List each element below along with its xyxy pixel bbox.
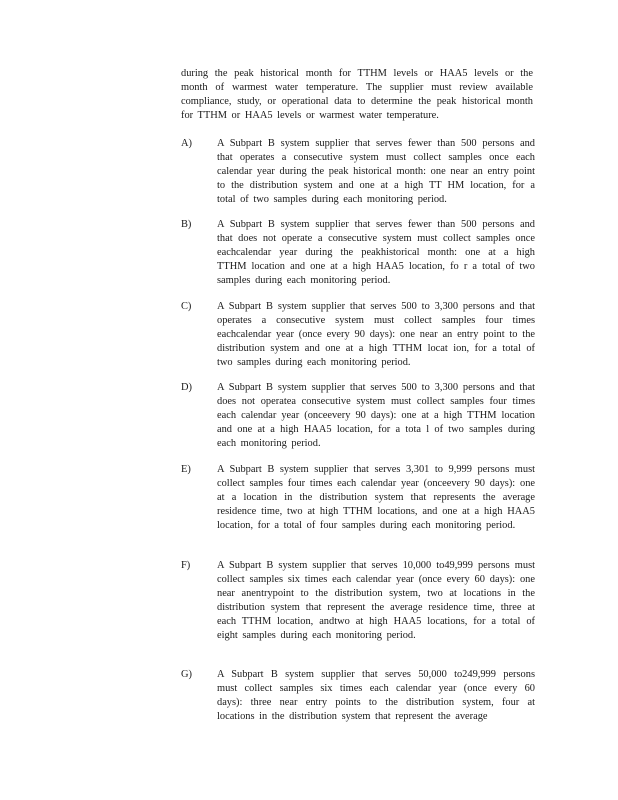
item-text: A Subpart B system supplier that serves 50,000 to249,999 persons must collect samples six times each calendar year (once every 60 days): three near entry points to the distribution system, four at locations in the distribution system that represent the average — [217, 669, 535, 722]
item-label: B) — [181, 219, 192, 230]
item-label: C) — [181, 301, 192, 312]
item-label: A) — [181, 138, 192, 149]
item-text: A Subpart B system supplier that serves 3,301 to 9,999 persons must collect samples four times each calendar year (onceevery 90 days): one at a location in the distribution system that represents the average residence time, two at high TTHM locations, and one at a high HAA5 location, for a total of four samples during each monitoring period. — [217, 464, 535, 531]
item-text: A Subpart B system supplier that serves fewer than 500 persons and that does not operate a consecutive system must collect samples once eachcalendar year during the peakhistorical month: one at a high TTHM location and one at a high HAA5 location, fo r a total of two samples during each monitoring period. — [217, 219, 535, 286]
item-text: A Subpart B system supplier that serves 10,000 to49,999 persons must collect samples six times each calendar year (once every 60 days): one near anentrypoint to the distribution system, two at locations in the distribution system that represent the average residence time, three at each TTHM location, andtwo at high HAA5 locations, for a total of eight samples during each monitoring period. — [217, 560, 535, 641]
intro-paragraph: during the peak historical month for TTHM levels or HAA5 levels or the month of warmest water temperature. The supplier must review available compliance, study, or operational data to determine the peak historical month for TTHM or HAA5 levels or warmest water temperature. — [181, 68, 533, 121]
item-label: D) — [181, 382, 192, 393]
item-text: A Subpart B system supplier that serves 500 to 3,300 persons and that operates a consecutive system must collect samples four times eachcalendar year (once every 90 days): one near an entry point to the distribution system and one at a high TTHM locat ion, for a total of two samples during each monitoring period. — [217, 301, 535, 368]
item-label: G) — [181, 669, 192, 680]
item-text: A Subpart B system supplier that serves fewer than 500 persons and that operates a consecutive system must collect samples once each calendar year during the peak historical month: one near an entry point to the distribution system and one at a high TT HM location, for a total of two samples during each monitoring period. — [217, 138, 535, 205]
item-text: A Subpart B system supplier that serves 500 to 3,300 persons and that does not operatea consecutive system must collect samples four times each calendar year (onceevery 90 days): one at a high TTHM location and one at a high HAA5 location, for a tota l of two samples during each monitoring period. — [217, 382, 535, 449]
item-label: F) — [181, 560, 191, 571]
item-label: E) — [181, 464, 191, 475]
